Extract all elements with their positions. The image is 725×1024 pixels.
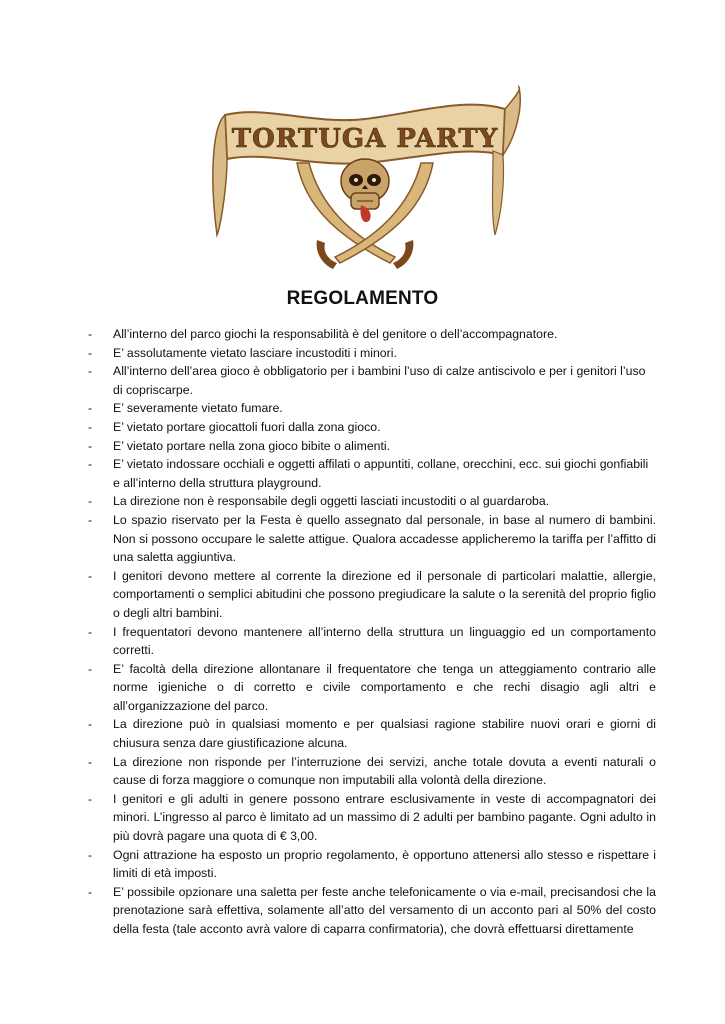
- rule-item: - All’interno dell’area gioco è obbligatorio per i bambini l’uso di calze antiscivolo e per i genitori l’uso di copriscarpe.: [88, 362, 656, 399]
- rule-item: - Ogni attrazione ha esposto un proprio regolamento, è opportuno attenersi allo stesso e rispettare i limiti di età imposti.: [88, 846, 656, 883]
- rule-item: - E’ severamente vietato fumare.: [88, 399, 656, 418]
- rule-item: - Lo spazio riservato per la Festa è quello assegnato dal personale, in base al numero di bambini. Non si possono occupare le salette attigue. Qualora accadesse applicheremo la tariffa per l’affitto di una saletta aggiuntiva.: [88, 511, 656, 567]
- rule-item: - E’ vietato portare giocattoli fuori dalla zona gioco.: [88, 418, 656, 437]
- rule-item: - I genitori e gli adulti in genere possono entrare esclusivamente in veste di accompagnatori dei minori. L’ingresso al parco è limitato ad un massimo di 2 adulti per bambino pagante. Ogni adulto in più dovrà pagare una quota di € 3,00.: [88, 790, 656, 846]
- rule-item: - I genitori devono mettere al corrente la direzione ed il personale di particolari malattie, allergie, comportamenti o semplici abitudini che possono pregiudicare la salute o la serenità del proprio figlio o degli altri bambini.: [88, 567, 656, 623]
- skull-icon: [341, 159, 389, 222]
- tortuga-party-logo: [205, 85, 525, 275]
- rules-list: [88, 325, 656, 939]
- rule-item: - La direzione non risponde per l’interruzione dei servizi, anche totale dovuta a eventi naturali o cause di forza maggiore o comunque non imputabili alla volontà della direzione.: [88, 753, 656, 790]
- rule-item: - I frequentatori devono mantenere all’interno della struttura un linguaggio ed un comportamento corretti.: [88, 623, 656, 660]
- rule-item: - E’ facoltà della direzione allontanare il frequentatore che tenga un atteggiamento contrario alle norme igieniche o di corretto e civile comportamento e che rechi disagio agli altri e all’organizzazione del parco.: [88, 660, 656, 716]
- rule-item: - E’ vietato indossare occhiali e oggetti affilati o appuntiti, collane, orecchini, ecc. sui giochi gonfiabili e all’interno della struttura playground.: [88, 455, 656, 492]
- page-title: REGOLAMENTO: [286, 288, 439, 309]
- rule-item: - E’ vietato portare nella zona gioco bibite o alimenti.: [88, 437, 656, 456]
- rule-item: - La direzione non è responsabile degli oggetti lasciati incustoditi o al guardaroba.: [88, 492, 656, 511]
- logo-text: TORTUGA PARTY: [231, 124, 499, 154]
- rule-item: - E’ possibile opzionare una saletta per feste anche telefonicamente o via e-mail, precisandosi che la prenotazione sarà effettiva, solamente all’atto del versamento di un acconto pari al 50% del costo della festa (tale acconto avrà valore di caparra confirmatoria), che dovrà effettuarsi direttamente: [88, 883, 656, 939]
- rule-item: - La direzione può in qualsiasi momento e per qualsiasi ragione stabilire nuovi orari e giorni di chiusura senza dare giustificazione alcuna.: [88, 715, 656, 752]
- rule-item: - All’interno del parco giochi la responsabilità è del genitore o dell’accompagnatore.: [88, 325, 656, 344]
- rule-item: - E’ assolutamente vietato lasciare incustoditi i minori.: [88, 344, 656, 363]
